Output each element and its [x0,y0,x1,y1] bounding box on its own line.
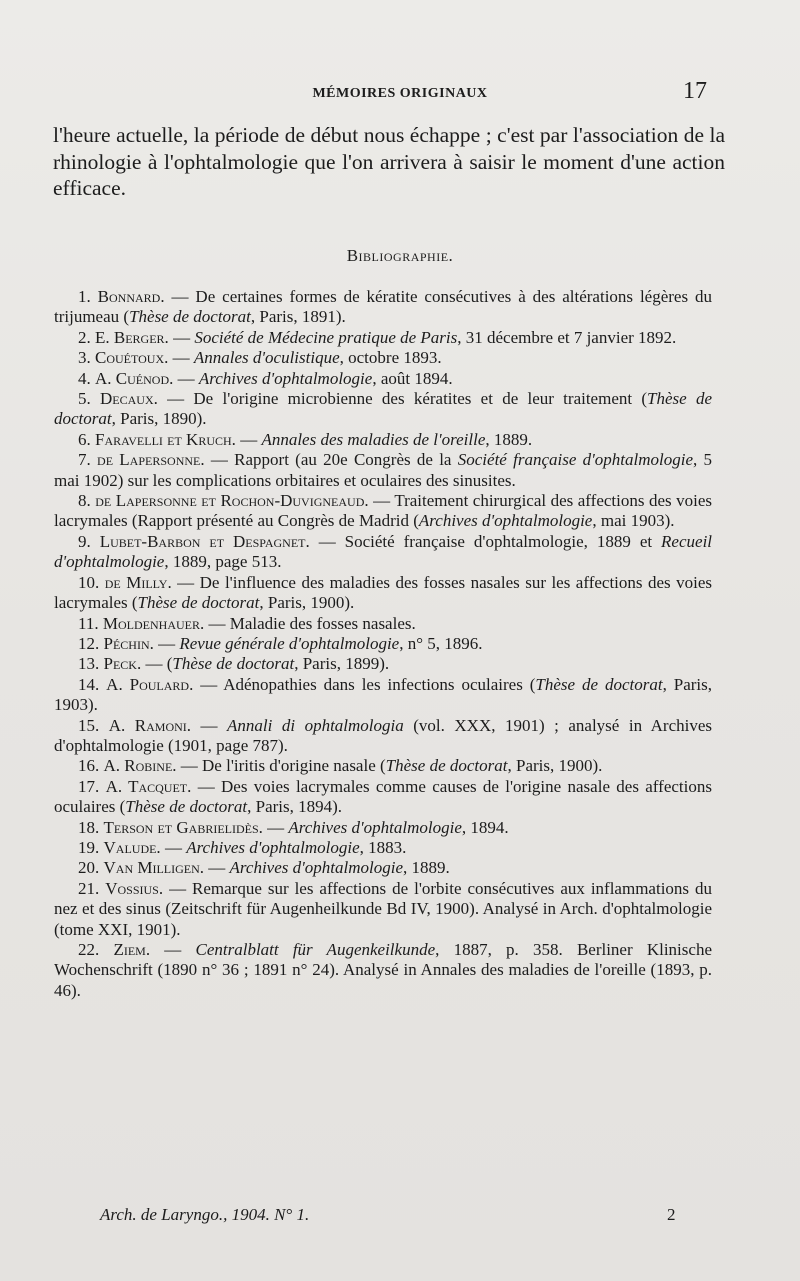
reference-number: 3. [78,348,91,368]
reference-entry [54,450,712,491]
reference-title: Centralblatt für Augenkeilkunde [195,940,436,959]
reference-number: 18. [78,817,100,837]
reference-details: , n° 5, 1896. [399,633,483,653]
reference-details: , 1894. [461,817,509,837]
footer-journal: Arch. de Laryngo., 1904. N° 1. [100,1205,310,1224]
reference-author: A. Ramoni. [108,715,192,735]
reference-text: — Traitement chirurgical des affections des voies lacrymales (Rapport présenté au Congrès de Madrid ( [54,491,713,531]
reference-author: Peck. [103,654,142,674]
reference-author: Moldenhauer. [102,613,205,633]
reference-author: A. Poulard. [106,674,194,694]
reference-text: — Remarque sur les affections de l'orbite consécutives aux inflammations du nez et des sinus (Zeitschrift für Augenheilkunde Bd IV, 1900). Analysé in Arch. d'ophtalmologie (tome XXI, 1901). [54,878,712,939]
reference-details: , août 1894. [372,368,453,388]
reference-number: 14. [78,674,100,694]
reference-text: — Adénopathies dans les infections oculaires ( [193,674,536,694]
reference-title: Thèse de doctorat [137,593,260,613]
reference-number: 21. [78,878,100,898]
reference-title: Thèse de doctorat [535,674,663,694]
reference-number: 10. [78,572,100,592]
reference-number: 11. [78,613,99,633]
reference-number: 1. [78,287,91,306]
reference-title: Recueil d'ophtalmologie [54,531,713,572]
reference-text: — [160,837,187,857]
reference-author: Vossius. [105,878,164,898]
intro-paragraph: l'heure actuelle, la période de début nous échappe ; c'est par l'association de la rhinologie à l'ophtalmologie que l'on arrivera à saisir le moment d'une action efficace. [53,123,725,200]
reference-author: Faravelli et Kruch. [95,429,236,449]
reference-details: , mai 1903). [592,511,675,531]
reference-text: — [262,817,289,837]
reference-title: Archives d'ophtalmologie [198,368,373,388]
reference-entry [54,491,712,532]
signature-number: 2 [667,1205,676,1224]
reference-number: 20. [78,858,100,878]
reference-author: Valude. [103,837,161,857]
reference-author: E. Berger. [95,327,169,347]
reference-text: — [168,348,194,368]
reference-text: — De l'origine microbienne des kératites et de leur traitement ( [157,389,648,409]
reference-details: , 1889. [485,429,533,449]
reference-entry [54,634,712,654]
running-title: MÉMOIRES ORIGINAUX [312,86,488,101]
bibliography-list [54,287,712,1001]
reference-entry [54,940,712,1001]
reference-details: (vol. XXX, 1901) ; analysé in Archives d'ophtalmologie (1901, page 787). [54,715,712,755]
reference-entry [54,573,712,614]
reference-title: Thèse de doctorat [385,756,508,776]
reference-entry [54,818,712,838]
reference-number: 16. [78,756,100,776]
reference-text: — [153,633,180,653]
reference-entry [54,654,712,674]
reference-text: — [191,715,228,735]
reference-entry [54,287,712,328]
reference-text: — De l'influence des maladies des fosses nasales sur les affections des voies lacrymales ( [54,572,713,613]
reference-text: — Rapport (au 20e Congrès de la [204,450,458,470]
reference-text: — Société française d'ophtalmologie, 1889 et [309,531,662,551]
bibliography-title: Bibliographie. [346,246,454,265]
reference-title: Thèse de doctorat [172,654,295,674]
reference-number: 12. [78,633,100,653]
reference-number: 7. [78,450,91,470]
reference-entry [54,369,712,389]
reference-entry [54,675,712,716]
reference-details: , Paris, 1900). [507,756,603,776]
reference-entry [54,348,712,368]
reference-entry [54,328,712,348]
reference-entry [54,756,712,776]
reference-details: , 5 mai 1902) sur les complications orbitaires et oculaires des sinusites. [54,450,713,490]
reference-author: Ziem. [113,940,151,959]
reference-title: Archives d'ophtalmologie [186,837,360,857]
reference-author: A. Tacquet. [105,776,192,796]
reference-title: Société de Médecine pratique de Paris [194,327,458,347]
reference-number: 13. [78,654,100,674]
reference-entry [54,858,712,878]
reference-entry [54,838,712,858]
reference-text: — [235,429,262,449]
reference-entry [54,614,712,634]
reference-details: , 1883. [359,837,407,857]
reference-details: , Paris, 1891). [250,307,346,327]
reference-author: A. Robine. [103,756,177,776]
reference-text: — De l'iritis d'origine nasale ( [176,756,386,776]
reference-number: 5. [78,389,91,409]
reference-entry [54,389,712,430]
reference-title: Société française d'ophtalmologie [457,450,693,470]
page-number: 17 [683,78,707,104]
reference-author: de Milly. [104,572,172,592]
reference-number: 19. [78,837,100,857]
reference-number: 8. [78,491,91,511]
reference-title: Archives d'ophtalmologie [418,511,593,531]
reference-number: 15. [78,715,100,735]
reference-entry [54,879,712,940]
reference-author: Couétoux. [95,348,169,368]
reference-number: 4. [78,368,91,388]
reference-details: , 1887, p. 358. Berliner Klinische Wochenschrift (1890 n° 36 ; 1891 n° 24). Analysé in Annales des maladies de l'oreille (1893, p. 46). [54,940,712,1000]
reference-title: Archives d'ophtalmologie [288,817,462,837]
reference-author: de Lapersonne. [97,450,205,470]
reference-author: A. Cuénod. [95,368,174,388]
reference-title: Revue générale d'ophtalmologie [179,633,400,653]
reference-details: , Paris, 1899). [294,654,390,674]
reference-title: Archives d'ophtalmologie [229,858,403,878]
reference-author: Péchin. [103,633,154,653]
reference-title: Annales des maladies de l'oreille [261,429,486,449]
reference-text: — ( [141,654,173,674]
reference-details: , 31 décembre et 7 janvier 1892. [457,327,677,347]
reference-text: — De certaines formes de kératite consécutives à des altérations légères du trijumeau ( [54,287,712,327]
reference-entry [54,716,712,757]
reference-entry [54,430,712,450]
reference-author: Van Milligen. [103,858,205,878]
reference-number: 17. [78,776,100,796]
reference-text: — [173,368,199,388]
reference-number: 22. [78,940,100,959]
reference-title: Annali di ophtalmologia [227,715,404,735]
page-footer [0,1205,800,1229]
reference-details: , 1889. [403,858,450,878]
reference-text: — Des voies lacrymales comme causes de l'origine nasale des affections oculaires ( [54,776,712,817]
reference-author: Terson et Gabrielidès. [103,817,263,837]
reference-number: 2. [78,327,91,347]
reference-text: — [204,858,230,878]
reference-details: , Paris, 1903). [54,674,712,715]
page-header [0,78,800,108]
reference-author: Lubet-Barbon et Despagnet. [99,531,310,551]
reference-title: Annales d'oculistique [193,348,340,368]
reference-number: 9. [78,531,91,551]
reference-title: Thèse de doctorat [125,797,248,817]
reference-author: Bonnard. [97,287,165,306]
reference-number: 6. [78,429,91,449]
reference-details: , Paris, 1890). [111,409,207,429]
reference-text: — [168,327,195,347]
reference-author: de Lapersonne et Rochon-Duvigneaud. [95,491,369,511]
reference-title: Thèse de doctorat [129,307,251,327]
reference-author: Decaux. [100,389,158,409]
reference-details: , Paris, 1894). [247,797,343,817]
reference-entry [54,777,712,818]
reference-title: Thèse de doctorat [54,389,712,429]
reference-entry [54,532,712,573]
reference-details: , 1889, page 513. [164,552,282,572]
reference-text: — [150,940,196,959]
reference-details: , octobre 1893. [339,348,442,368]
reference-details: , Paris, 1900). [259,593,355,613]
reference-text: — Maladie des fosses nasales. [204,613,416,633]
